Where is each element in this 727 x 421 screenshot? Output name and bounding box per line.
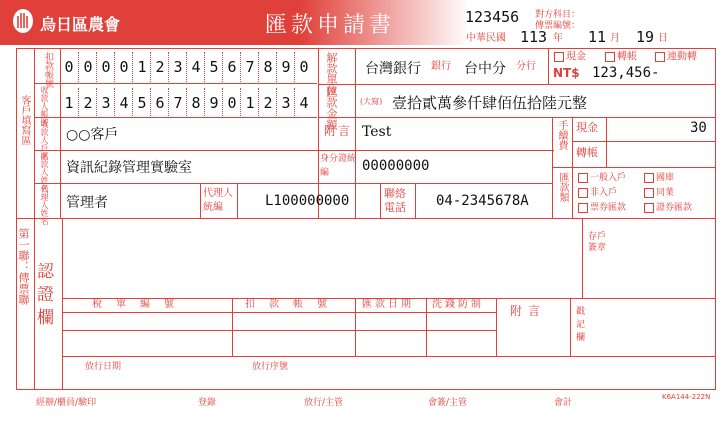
payee-account-digit-cell: 1: [240, 88, 259, 118]
remit-type-checkbox[interactable]: [578, 173, 588, 183]
col-div-2: [355, 298, 356, 356]
agent-id-label: 代理人統編: [203, 188, 233, 213]
customer-fill-label: 客戶填寫區: [19, 95, 30, 145]
id-value: 00000000: [362, 158, 430, 174]
depositor-seal-label: 存戶簽章: [588, 232, 607, 253]
account-digit-cell: 0: [64, 58, 74, 76]
verify-row-mid1: [62, 312, 496, 313]
cash-checkbox[interactable]: [554, 52, 564, 62]
payee-account-digit-cell: 9: [204, 88, 223, 118]
copy-label: 第一聯：傳票聯: [17, 228, 30, 305]
footer-countersign-supervisor: 會簽/主管: [428, 398, 468, 408]
account-digit-cell: 4: [186, 52, 205, 82]
remit-type-option[interactable]: [578, 170, 626, 183]
bank-logo-icon: [12, 8, 34, 34]
remit-type-label: 匯款類: [557, 172, 568, 202]
note-value: Test: [362, 124, 392, 140]
remit-type-option-label: 一般入戶: [590, 173, 627, 183]
payee-account-digit-cell: 6: [150, 88, 169, 118]
agent-id: L100000000: [265, 193, 350, 209]
payee-account-digit-cell: 5: [132, 88, 151, 118]
account-label: 扣款帳號: [43, 52, 53, 88]
remit-type-option-label: 非入戶: [590, 188, 618, 198]
account-digit-cell: 9: [276, 52, 295, 82]
serial-number: 123456: [465, 8, 520, 26]
fee-amount-divider: [606, 117, 607, 167]
payee-account-digit-cell: 3: [96, 88, 115, 118]
row1-bottom: [34, 83, 317, 84]
payee-account-digit-cell: 2: [258, 88, 277, 118]
remit-type-divider: [572, 167, 573, 219]
seal-divider: [582, 218, 583, 298]
method-cash[interactable]: 現金: [554, 52, 586, 63]
form-title: 匯款申請書: [265, 13, 396, 38]
agent-name-label: 代理人姓名: [40, 185, 49, 225]
remit-type-checkbox[interactable]: [644, 188, 654, 198]
account-digit-cell: 1: [132, 52, 151, 82]
form-code: K6A144-222N: [662, 393, 711, 401]
payee-account-digit-cell: 3: [276, 88, 295, 118]
branch-unit: 分行: [516, 61, 536, 72]
row4-bottom: [34, 183, 552, 184]
remit-type-option[interactable]: [644, 200, 692, 213]
account-digit-cell: 3: [168, 52, 187, 82]
contact-value-divider: [415, 183, 416, 219]
col-record: 戳記欄: [576, 307, 586, 343]
amount-words: 壹拾貳萬參仟肆佰伍拾陸元整: [392, 94, 588, 112]
method-continuous[interactable]: 連動轉: [655, 52, 697, 63]
account-digit-cell: 5: [204, 52, 223, 82]
account-digit-cell: 0: [96, 52, 115, 82]
year-unit: 年: [553, 33, 563, 44]
roc-label: 中華民國: [466, 33, 506, 44]
note-label: 附言: [324, 124, 353, 138]
dest-branch-name: 台中分: [464, 61, 506, 77]
agent-name: 管理者: [66, 195, 108, 211]
account-digit-cell: 8: [258, 52, 277, 82]
fee-label: 手續費: [556, 120, 567, 150]
fee-label-divider: [572, 117, 573, 167]
col-remit-date: 匯款日期: [362, 299, 414, 310]
month-unit: 月: [610, 33, 620, 44]
col-note: 附言: [510, 304, 547, 318]
bank-col-label-divider: [355, 48, 356, 219]
remit-type-option-label: 同業: [656, 188, 675, 198]
fee-transfer-label: 轉帳: [576, 146, 598, 159]
fee-cash-label: 現金: [576, 121, 598, 134]
remit-type-checkbox[interactable]: [578, 203, 588, 213]
footer-clerk: 經辦/櫃員/驗印: [36, 398, 97, 408]
payee-name-label: 收款人戶名: [40, 120, 49, 160]
fee-block-left: [552, 117, 553, 219]
transfer-checkbox[interactable]: [605, 52, 615, 62]
remit-type-option[interactable]: [644, 185, 674, 198]
ntd-amount: 123,456-: [592, 65, 660, 81]
remit-type-option-label: 票券匯款: [590, 203, 627, 213]
branch-divider: [548, 48, 549, 84]
bank-name: 烏日區農會: [40, 15, 121, 34]
contact-label: 聯絡電話: [384, 187, 406, 214]
remit-type-option-label: 證券匯款: [656, 203, 693, 213]
remit-type-checkbox[interactable]: [644, 203, 654, 213]
release-seq-label: 放行序號: [252, 362, 289, 372]
remit-type-option[interactable]: [578, 185, 617, 198]
release-date-label: 放行日期: [85, 362, 122, 372]
payee-account-digit-cell: 4: [114, 88, 133, 118]
col-div-1: [232, 298, 233, 356]
col-aml: 洗錢防制: [432, 299, 484, 310]
account-digit-cell: 6: [222, 52, 241, 82]
bank-row2-bottom: [318, 117, 716, 118]
verify-row-bottom: [62, 356, 716, 357]
agent-id-divider: [200, 183, 201, 219]
payee-account-digit-cell: 0: [222, 88, 241, 118]
account-digit-cell: 0: [78, 52, 97, 82]
account-digit-cell: 0: [294, 52, 313, 82]
counter-subject-label: 對方科目：: [535, 10, 581, 20]
account-digit-cell: 2: [150, 52, 169, 82]
verify-row-mid2: [62, 330, 496, 331]
remit-type-option[interactable]: [578, 200, 626, 213]
day-value: 19: [636, 28, 655, 46]
remitter-name-label: 匯款人姓名: [40, 152, 49, 192]
ntd-label: NT$: [553, 66, 580, 80]
footer-register: 登錄: [198, 398, 217, 408]
method-transfer[interactable]: 轉帳: [605, 52, 637, 63]
remitter-name: 資訊紀錄管理實驗室: [66, 160, 192, 176]
payee-account-digit-cell: 2: [78, 88, 97, 118]
dest-bank-label: 解款單位: [325, 52, 338, 96]
col-tax-number: 稅單編號: [92, 299, 188, 310]
continuous-checkbox[interactable]: [655, 52, 665, 62]
payee-account-digit-cell: 4: [294, 88, 313, 118]
id-label: 身分證統編: [320, 154, 357, 178]
dest-bank-name: 台灣銀行: [365, 61, 421, 77]
remit-type-checkbox[interactable]: [578, 188, 588, 198]
contact-divider: [380, 183, 381, 219]
fee-block-bottom: [552, 167, 716, 168]
payee-account-digit-cell: 7: [168, 88, 187, 118]
payee-account-digit-cell: 1: [64, 94, 74, 112]
col-div-4: [496, 298, 497, 356]
col-div-3: [426, 298, 427, 356]
payee-account-label: 收款人帳號: [40, 86, 49, 126]
fee-cash-amount: 30: [690, 120, 707, 136]
amount-label: 匯款金額: [325, 86, 338, 130]
voucher-number-label: 傳票編號：: [535, 21, 581, 31]
account-digit-cell: 7: [240, 52, 259, 82]
verify-label: 認證欄: [33, 262, 53, 331]
left-divider: [34, 48, 35, 390]
remit-type-option[interactable]: [644, 170, 674, 183]
col-debit-account: 扣款帳號: [245, 299, 341, 310]
month-value: 11: [588, 28, 607, 46]
amount-prefix: (大寫): [360, 97, 383, 106]
col-div-5: [570, 298, 571, 356]
bank-row1-bottom: [318, 84, 716, 85]
row3-bottom: [34, 150, 554, 151]
contact-value: 04-2345678A: [436, 193, 529, 209]
remit-type-option-label: 國庫: [656, 173, 675, 183]
year-value: 113: [520, 28, 548, 46]
footer-release-supervisor: 放行/主管: [304, 398, 344, 408]
payee-name: ○○客戶: [66, 127, 119, 143]
footer-accounting: 會計: [554, 398, 573, 408]
bank-unit: 銀行: [431, 61, 451, 72]
remit-type-checkbox[interactable]: [644, 173, 654, 183]
payee-account-digit-cell: 8: [186, 88, 205, 118]
fee-row-divider: [572, 141, 716, 142]
day-unit: 日: [658, 33, 668, 44]
account-digit-cell: 0: [114, 52, 133, 82]
agent-id-value-divider: [237, 183, 238, 219]
verify-label-divider: [62, 218, 63, 390]
